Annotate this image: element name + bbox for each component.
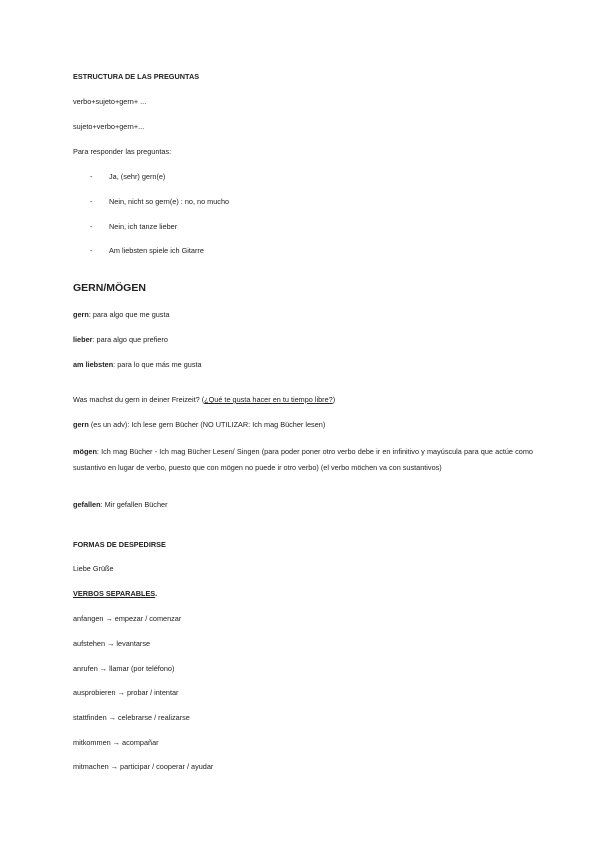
definition-line	[73, 335, 168, 345]
bullet-dash: -	[90, 246, 93, 255]
separable-verbs-heading-text: VERBOS SEPARABLES	[73, 589, 156, 598]
moegen-explanation	[73, 444, 533, 475]
gern-explanation	[73, 420, 325, 430]
definition-line	[73, 360, 202, 370]
section-heading-gern-moegen: GERN/MÖGEN	[73, 282, 146, 294]
bullet-dash: -	[90, 222, 93, 231]
pattern-line: verbo+sujeto+gern+ ...	[73, 97, 147, 106]
question-spanish: ¿Qué te gusta hacer en tu tiempo libre?	[204, 395, 333, 404]
question-german: Was machst du gern in deiner Freizeit?	[73, 395, 202, 404]
gefallen-desc: : Mir gefallen Bücher	[100, 500, 168, 509]
definition-desc: : para lo que más me gusta	[113, 360, 202, 369]
answer-item: Ja, (sehr) gern(e)	[109, 172, 166, 181]
question-close-paren: )	[332, 395, 336, 404]
verb-item: aufstehen → levantarse	[73, 639, 151, 648]
verb-item: ausprobieren → probar / intentar	[73, 688, 179, 697]
definition-term: am liebsten	[73, 360, 114, 369]
example-question	[73, 395, 335, 405]
verb-item: mitkommen → acompañar	[73, 738, 159, 747]
section-heading-questions: ESTRUCTURA DE LAS PREGUNTAS	[73, 72, 200, 81]
verb-item: mitmachen → participar / cooperar / ayudar	[73, 762, 214, 771]
farewell-item: Liebe Grüße	[73, 564, 114, 573]
separable-verbs-heading-dot: .	[155, 589, 158, 598]
definition-term: gern	[73, 310, 89, 319]
section-heading-separable-verbs	[73, 589, 157, 599]
definition-line	[73, 310, 170, 320]
gern-term: gern	[73, 420, 89, 429]
answer-item: Nein, nicht so gern(e) : no, no mucho	[109, 197, 230, 206]
verb-item: anrufen → llamar (por teléfono)	[73, 664, 175, 673]
question-open-paren: (	[201, 395, 205, 404]
definition-term: lieber	[73, 335, 93, 344]
gefallen-term: gefallen	[73, 500, 101, 509]
answer-item: Am liebsten spiele ich Gitarre	[109, 246, 204, 255]
definition-desc: : para algo que me gusta	[88, 310, 170, 319]
moegen-desc: : Ich mag Bücher - Ich mag Bücher Lesen/ Singen (para poder poner otro verbo debe ir en infinitivo y mayúscula para que actúe como sustantivo en lugar de verbo, puesto que con mögen no puede ir otro verbo) (el verbo möchen va con sustantivos)	[73, 447, 533, 472]
definition-desc: : para algo que prefiero	[92, 335, 168, 344]
section-heading-farewells: FORMAS DE DESPEDIRSE	[73, 540, 166, 549]
bullet-dash: -	[90, 172, 93, 181]
verb-item: stattfinden → celebrarse / realizarse	[73, 713, 190, 722]
gefallen-explanation	[73, 500, 168, 510]
moegen-term: mögen	[73, 447, 97, 456]
bullet-dash: -	[90, 197, 93, 206]
verb-item: anfangen → empezar / comenzar	[73, 614, 182, 623]
answer-item: Nein, ich tanze lieber	[109, 222, 178, 231]
intro-line: Para responder las preguntas:	[73, 147, 172, 156]
pattern-line: sujeto+verbo+gern+...	[73, 122, 145, 131]
gern-desc: (es un adv): Ich lese gern Bücher (NO UTILIZAR: Ich mag Bücher lesen)	[88, 420, 326, 429]
